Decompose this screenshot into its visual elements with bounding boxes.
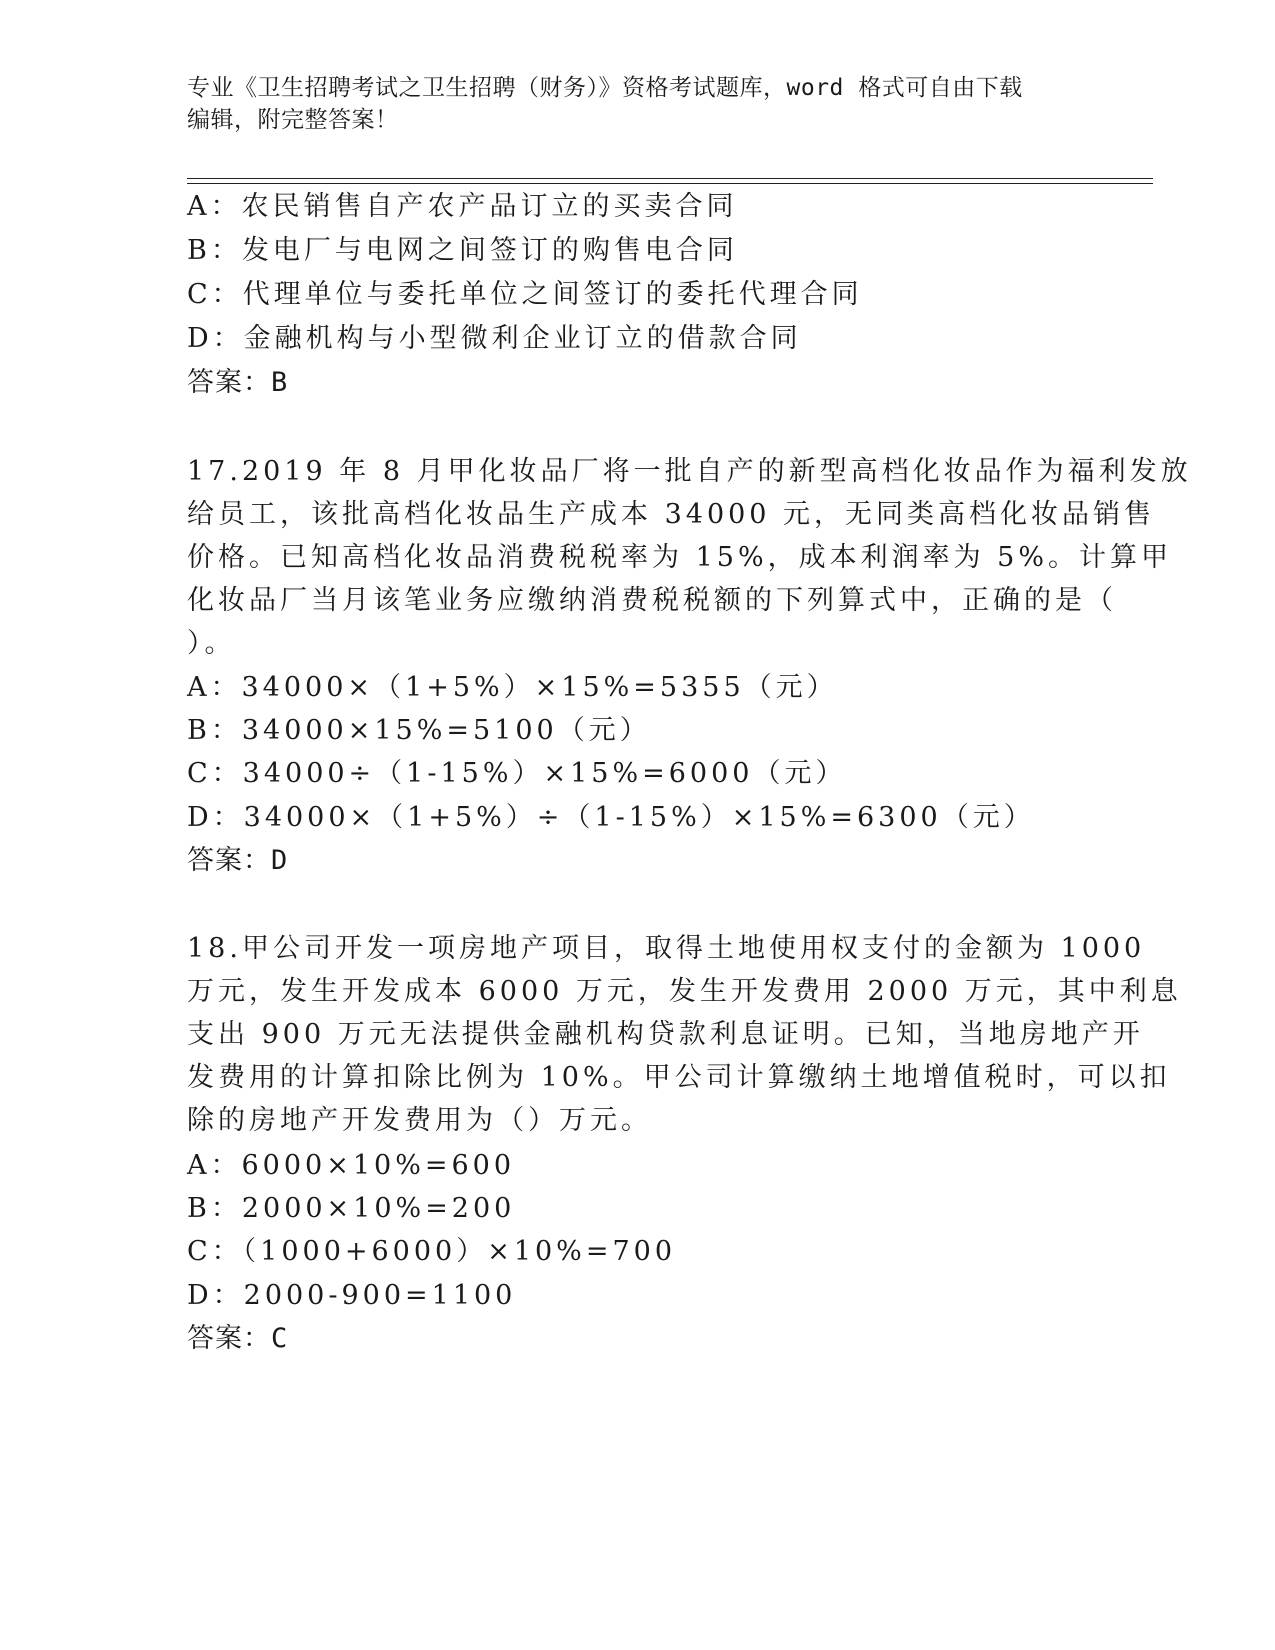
q16-option-d: D：金融机构与小型微利企业订立的借款合同: [187, 323, 802, 354]
q17-option-d: D：34000×（1+5%）÷（1-15%）×15%=6300（元）: [187, 802, 1035, 833]
q16-option-b: B：发电厂与电网之间签订的购售电合同: [187, 235, 738, 266]
q18-stem-line-1: 18.甲公司开发一项房地产项目，取得土地使用权支付的金额为 1000: [187, 933, 1146, 964]
q18-option-a: A：6000×10%=600: [187, 1150, 516, 1181]
q17-option-b: B：34000×15%=5100（元）: [187, 715, 651, 746]
q17-stem-line-5: ）。: [187, 628, 236, 659]
header-divider-bottom: [187, 183, 1153, 184]
q17-stem-line-3: 价格。已知高档化妆品消费税税率为 15%，成本利润率为 5%。计算甲: [187, 542, 1173, 573]
q18-option-c: C：（1000+6000）×10%=700: [187, 1236, 676, 1267]
q17-stem-line-2: 给员工，该批高档化妆品生产成本 34000 元，无同类高档化妆品销售: [187, 499, 1156, 530]
q18-stem-line-3: 支出 900 万元无法提供金融机构贷款利息证明。已知，当地房地产开: [187, 1019, 1144, 1050]
q16-option-a: A：农民销售自产农产品订立的买卖合同: [187, 191, 738, 222]
q16-option-c: C：代理单位与委托单位之间签订的委托代理合同: [187, 279, 863, 310]
header-divider-top: [187, 178, 1153, 179]
q17-stem-line-4: 化妆品厂当月该笔业务应缴纳消费税税额的下列算式中，正确的是（: [187, 585, 1117, 616]
q17-stem-line-1: 17.2019 年 8 月甲化妆品厂将一批自产的新型高档化妆品作为福利发放: [187, 456, 1192, 487]
header-line-1: 专业《卫生招聘考试之卫生招聘（财务）》资格考试题库，word 格式可自由下载: [187, 75, 1023, 101]
q18-stem-line-2: 万元，发生开发成本 6000 万元，发生开发费用 2000 万元，其中利息: [187, 976, 1182, 1007]
q18-answer: 答案：C: [187, 1323, 289, 1354]
q18-option-b: B：2000×10%=200: [187, 1193, 516, 1224]
q16-answer: 答案：B: [187, 367, 289, 398]
q17-option-a: A：34000×（1+5%）×15%=5355（元）: [187, 672, 838, 703]
document-header: [187, 72, 1067, 136]
q17-answer: 答案：D: [187, 845, 289, 876]
header-line-2: 编辑，附完整答案！: [187, 107, 399, 133]
q18-stem-line-5: 除的房地产开发费用为（）万元。: [187, 1105, 652, 1136]
q18-stem-line-4: 发费用的计算扣除比例为 10%。甲公司计算缴纳土地增值税时，可以扣: [187, 1062, 1171, 1093]
q18-option-d: D：2000-900=1100: [187, 1280, 517, 1311]
q17-option-c: C：34000÷（1-15%）×15%=6000（元）: [187, 758, 847, 789]
